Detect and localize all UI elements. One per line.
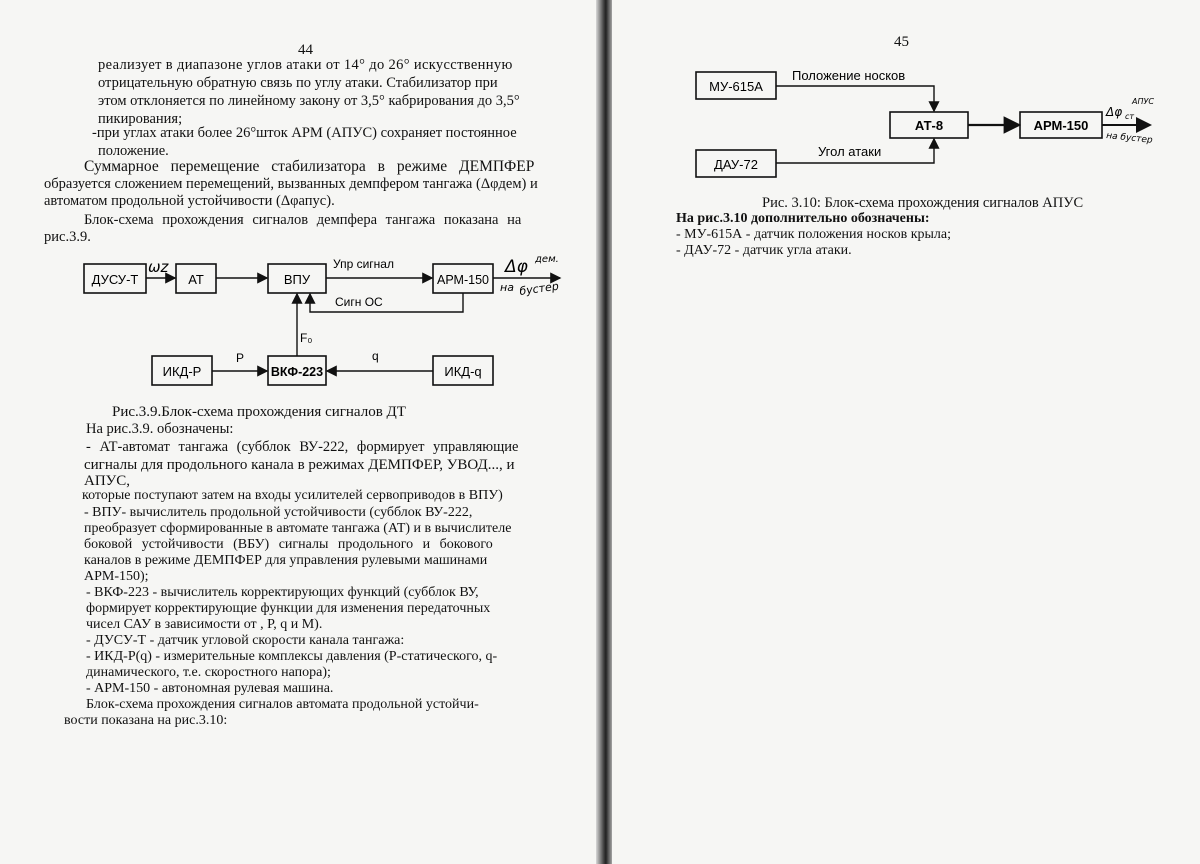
text-line: положение. <box>98 143 169 159</box>
legend-line: формирует корректирующие функции для изменения передаточных <box>86 601 491 616</box>
text-line: Суммарное перемещение стабилизатора в режиме ДЕМПФЕР <box>84 158 535 175</box>
text-line: - МУ-615А - датчик положения носков крыла; <box>676 227 952 242</box>
text-line: -при углах атаки более 26°шток АРМ (АПУС) сохраняет постоянное <box>92 125 517 141</box>
label-sign-os: Сигн ОС <box>335 295 383 309</box>
legend-line: каналов в режиме ДЕМПФЕР для управления рулевыми машинами <box>84 553 488 568</box>
block-dusu-t-label: ДУСУ-Т <box>91 272 139 287</box>
label-delta-phi: Δφ <box>505 257 528 277</box>
text-line: реализует в диапазоне углов атаки от 14° до 26° искусственную <box>98 57 513 73</box>
legend-line: АПУС, <box>84 473 131 489</box>
label-dem: дем. <box>535 254 559 265</box>
label-delta-phi: Δφ <box>1106 105 1123 119</box>
legend-line: сигналы для продольного канала в режимах ДЕМПФЕР, УВОД..., и <box>84 457 515 473</box>
text-line: Блок-схема прохождения сигналов демпфера тангажа показана на <box>84 212 522 228</box>
label-polozhenie-noskov: Положение носков <box>792 68 906 83</box>
legend-line: которые поступают затем на входы усилителей сервоприводов в ВПУ) <box>82 488 503 503</box>
text-line: этом отклоняется по линейному закону от 3,5° кабрирования до 3,5° <box>98 93 520 109</box>
legend-line: На рис.3.9. обозначены: <box>86 421 234 437</box>
block-arm-150-label: АРМ-150 <box>437 273 489 287</box>
page-number: 45 <box>894 34 909 50</box>
figure-caption: Рис.3.9.Блок-схема прохождения сигналов ДТ <box>112 404 406 420</box>
page-number: 44 <box>298 42 313 58</box>
figure-caption: Рис. 3.10: Блок-схема прохождения сигналов АПУС <box>762 195 1084 211</box>
legend-line: АРМ-150); <box>84 569 149 584</box>
text-line: образуется сложением перемещений, вызванных демпфером тангажа (Δφдем) и <box>44 176 538 192</box>
legend-line: - АРМ-150 - автономная рулевая машина. <box>86 681 334 696</box>
text-line: пикирования; <box>98 111 183 127</box>
block-ikd-q-label: ИКД-q <box>444 364 482 379</box>
text-line: рис.3.9. <box>44 229 91 245</box>
block-at-8-label: АТ-8 <box>914 118 944 133</box>
legend-line: преобразует сформированные в автомате тангажа (АТ) и в вычислителе <box>84 521 512 536</box>
label-st: ст <box>1125 112 1135 121</box>
legend-line: - ВКФ-223 - вычислитель корректирующих функций (субблок ВУ, <box>86 585 479 600</box>
label-ugol-ataki: Угол атаки <box>818 144 882 159</box>
right-page <box>612 0 1200 864</box>
left-page <box>0 0 598 864</box>
legend-line: - АТ-автомат тангажа (субблок ВУ-222, формирует управляющие <box>86 439 519 455</box>
legend-line: - ИКД-Р(q) - измерительные комплексы давления (Р-статического, q- <box>86 649 498 664</box>
legend-line: - ДУСУ-Т - датчик угловой скорости канала тангажа: <box>86 633 405 648</box>
label-buster: бустер <box>518 279 560 298</box>
label-na-buster: на бустер <box>1105 131 1154 146</box>
text-line: отрицательную обратную связь по углу атаки. Стабилизатор при <box>98 75 498 91</box>
block-ikd-p-label: ИКД-Р <box>162 364 202 379</box>
block-at-label: АТ <box>188 272 204 287</box>
block-dau-72-label: ДАУ-72 <box>714 157 758 172</box>
figure-3-10 <box>612 60 1200 200</box>
text-line: - ДАУ-72 - датчик угла атаки. <box>676 243 852 258</box>
legend-line: динамического, т.е. скоростного напора); <box>86 665 331 680</box>
legend-line: вости показана на рис.3.10: <box>64 713 228 728</box>
block-mu-615a-label: МУ-615А <box>709 79 763 94</box>
legend-line: боковой устойчивости (ВБУ) сигналы продольного и бокового <box>84 537 493 552</box>
figure-3-9 <box>0 250 598 400</box>
label-apus: АПУС <box>1132 97 1154 106</box>
legend-line: - ВПУ- вычислитель продольной устойчивости (субблок ВУ-222, <box>84 505 473 520</box>
block-vpu-label: ВПУ <box>283 272 311 287</box>
block-arm-150-label: АРМ-150 <box>1033 118 1089 133</box>
legend-line: чисел САУ в зависимости от , Р, q и М). <box>86 617 323 632</box>
label-f0: F₀ <box>300 331 313 345</box>
legend-line: Блок-схема прохождения сигналов автомата продольной устойчи- <box>86 697 479 712</box>
label-omega-z: ωz <box>148 258 169 276</box>
label-na: на <box>500 281 514 294</box>
label-q: q <box>372 349 379 363</box>
block-vkf-223-label: ВКФ-223 <box>270 365 324 379</box>
label-upr-signal: Упр сигнал <box>333 257 394 271</box>
label-p: P <box>236 351 245 365</box>
text-line: На рис.3.10 дополнительно обозначены: <box>676 211 930 226</box>
text-line: автоматом продольной устойчивости (Δφапус). <box>44 193 335 209</box>
